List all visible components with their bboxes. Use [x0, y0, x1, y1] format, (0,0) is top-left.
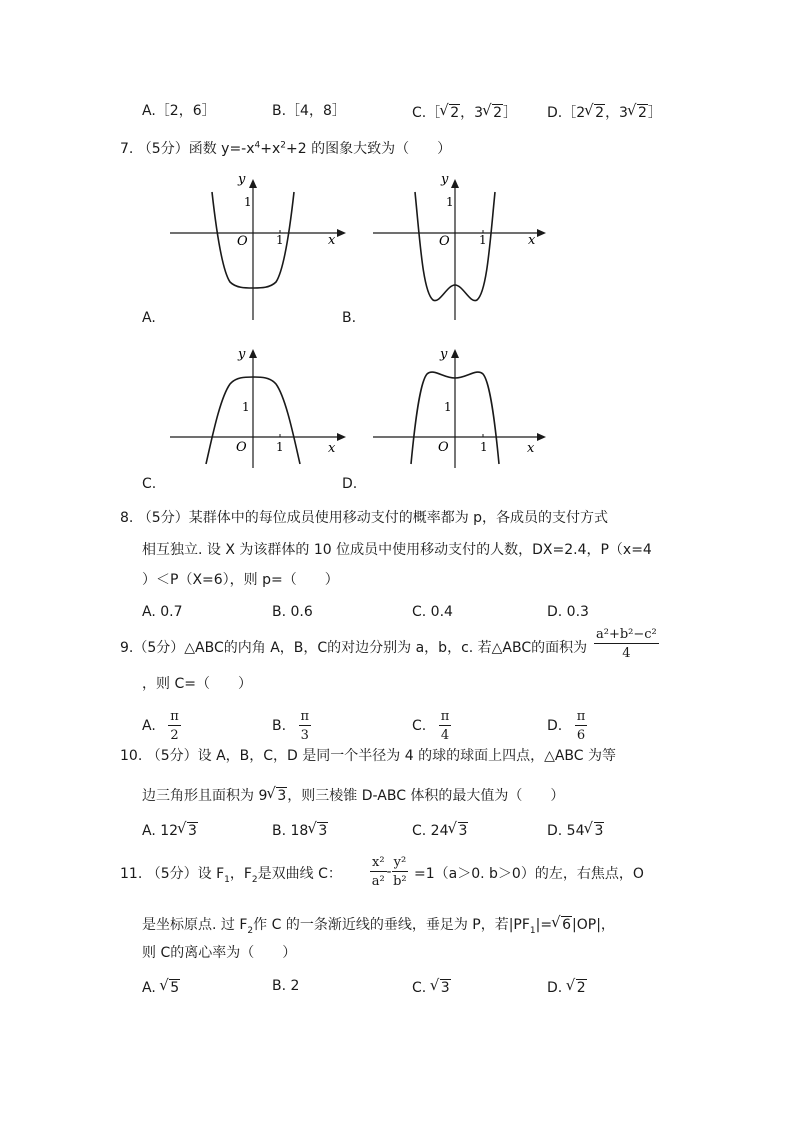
q6-c-sqrt1: √ 2	[440, 104, 460, 120]
x-axis-arrow-icon	[337, 433, 346, 441]
q6-d-sqrt1: √ 2	[585, 104, 605, 120]
q9-option-d-label: D.	[547, 718, 563, 734]
q6-option-c	[412, 104, 517, 120]
q7-graph-c	[160, 340, 350, 470]
q7-stem-pre: 7. （5分）函数 y=-x	[120, 141, 255, 157]
q8-line3: ）＜P（X=6），则 p=（ ）	[142, 572, 339, 588]
origin-label: O	[439, 234, 450, 249]
q7-graph-a	[160, 170, 350, 325]
q10-option-b: B. 18√ 3	[272, 822, 328, 838]
q6-c-mid: ，3	[460, 105, 484, 121]
q11-line2: 是坐标原点. 过 $F_2$作 C 的一条渐近线的垂线，垂足为 P，若$|PF_1|=√$ 6|OP|，	[142, 916, 615, 932]
y-tick-label: 1	[444, 400, 452, 414]
q8-line2: 相互独立. 设 X 为该群体的 10 位成员中使用移动支付的人数，DX=2.4，P（x=4	[142, 542, 652, 558]
x-axis-label: x	[528, 233, 536, 248]
q9-option-d-frac: $\frac{\pi}{6}$	[576, 709, 586, 743]
x-tick-label: 1	[480, 440, 488, 454]
q6-c-pre: C.［	[412, 105, 441, 121]
q9-line2: ，则 C=（ ）	[142, 676, 252, 692]
q9-option-c-frac: $\frac{\pi}{4}$	[440, 709, 450, 743]
q9-option-c-label: C.	[412, 718, 427, 734]
q10-option-a: A. 12√ 3	[142, 822, 198, 838]
y-axis-label: y	[238, 172, 246, 187]
q10-option-d: D. 54√ 3	[547, 822, 604, 838]
origin-label: O	[438, 440, 449, 455]
q7-label-b: B.	[342, 310, 357, 326]
q7-label-c: C.	[142, 476, 157, 492]
q8-option-d: D. 0.3	[547, 604, 589, 620]
q6-option-b: B.［4，8］	[272, 103, 346, 119]
q10-line2	[142, 787, 564, 803]
q9-option-a-frac: $\frac{\pi}{2}$	[170, 709, 179, 743]
q8-option-b: B. 0.6	[272, 604, 313, 620]
q6-d-pre: D.［2	[547, 105, 586, 121]
q11-hyperbola: $\frac{\text{x²}}{\text{a²}}$ - $\frac{\text{y²}}{\text{b²}}$	[371, 855, 407, 889]
x-axis-arrow-icon	[337, 229, 346, 237]
q11-line1-post: =1（a＞0. b＞0）的左，右焦点，O	[414, 866, 644, 882]
q7-graph-d	[365, 340, 550, 470]
q8-option-c: C. 0.4	[412, 604, 453, 620]
q10-line2-post: ，则三棱锥 D-ABC 体积的最大值为（ ）	[287, 788, 565, 804]
area-fraction-den: 4	[622, 646, 631, 661]
q11-option-b: B. 2	[272, 978, 300, 994]
q9-option-b	[272, 710, 311, 742]
q9-option-d	[547, 710, 587, 742]
x-tick-label: 1	[479, 233, 487, 247]
q7-graph-b	[365, 170, 550, 325]
q7-stem-mid: +x	[260, 141, 281, 157]
origin-label: O	[237, 234, 248, 249]
q9-option-b-frac: $\frac{\pi}{3}$	[300, 709, 310, 743]
q10-line2-pre: 边三角形且面积为 9	[142, 788, 268, 804]
q7-exp2: 2	[280, 140, 287, 151]
x-axis-arrow-icon	[537, 433, 546, 441]
q9-line1: 9.（5分）△ABC的内角 A，B，C的对边分别为 a，b，c. 若△ABC的面积为	[120, 640, 588, 656]
y-tick-label: 1	[242, 400, 250, 414]
q6-d-mid: ，3	[605, 105, 628, 121]
y-axis-arrow-icon	[249, 349, 257, 358]
q9-option-c	[412, 710, 451, 742]
q10-option-c: C. 24√ 3	[412, 822, 468, 838]
q11-option-a: A. √ 5	[142, 979, 180, 995]
q6-d-post: ］	[647, 105, 662, 121]
q6-d-sqrt2: √ 2	[628, 104, 648, 120]
x-axis-label: x	[328, 441, 336, 456]
y-axis-arrow-icon	[451, 179, 459, 188]
q11-option-c: C. √ 3	[412, 979, 451, 995]
q9-area-fraction	[594, 628, 659, 660]
area-fraction-num: a²+b²−c²	[596, 627, 657, 642]
x-tick-label: 1	[276, 233, 284, 247]
q10-line2-sqrt: √ 3	[267, 787, 287, 803]
x-tick-label: 1	[276, 440, 284, 454]
y-tick-label: 1	[244, 195, 252, 209]
q7-label-d: D.	[342, 476, 358, 492]
y-axis-label: y	[238, 347, 246, 362]
y-tick-label: 1	[446, 195, 454, 209]
y2-over-b2: $\frac{\text{y²}}{\text{b²}}$	[393, 855, 407, 889]
q11-option-d: D. √ 2	[547, 979, 587, 995]
q6-option-a: A.［2，6］	[142, 103, 216, 119]
q7-stem-post: +2 的图象大致为（ ）	[286, 141, 452, 157]
area-fraction	[594, 628, 659, 660]
q10-line1: 10. （5分）设 A，B，C，D 是同一个半径为 4 的球的球面上四点，△ABC 为等	[120, 748, 616, 764]
q9-option-a-label: A.	[142, 718, 156, 734]
q9-option-b-label: B.	[272, 718, 287, 734]
x-axis-label: x	[328, 233, 336, 248]
q6-c-sqrt2: √ 2	[483, 104, 503, 120]
q9-option-a	[142, 710, 181, 742]
q6-c-post: ］	[503, 105, 517, 121]
y-axis-label: y	[441, 172, 449, 187]
q11-line3: 则 C的离心率为（ ）	[142, 945, 297, 961]
q7-label-a: A.	[142, 310, 156, 326]
q11-line1-pre: 11. （5分）设 $F_1$，$F_2$是双曲线 C：	[120, 866, 342, 885]
q7-exp1: 4	[254, 140, 261, 151]
q8-line1: 8. （5分）某群体中的每位成员使用移动支付的概率都为 p，各成员的支付方式	[120, 510, 609, 526]
q7-stem	[120, 142, 451, 156]
y-axis-label: y	[440, 347, 448, 362]
y-axis-arrow-icon	[451, 349, 459, 358]
q6-option-d	[547, 104, 662, 120]
x-axis-arrow-icon	[537, 229, 546, 237]
x2-over-a2: $\frac{\text{x²}}{\text{a²}}$	[371, 855, 385, 889]
y-axis-arrow-icon	[249, 179, 257, 188]
q8-option-a: A. 0.7	[142, 604, 183, 620]
x-axis-label: x	[527, 441, 535, 456]
origin-label: O	[236, 440, 247, 455]
